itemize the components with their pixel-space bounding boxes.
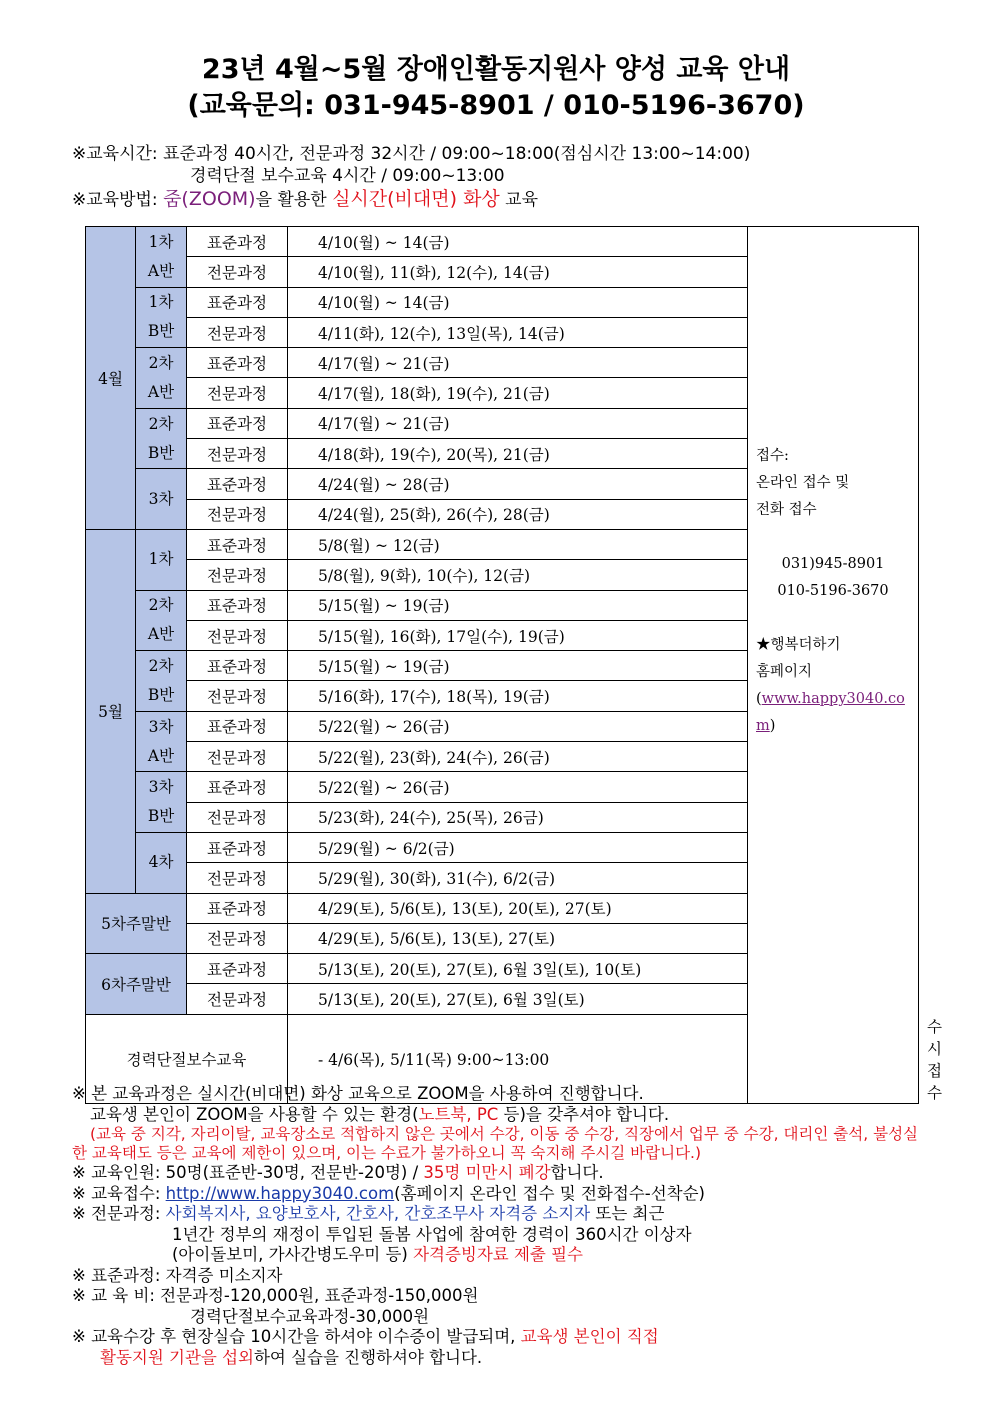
- course-dates: 4/17(월), 18(화), 19(수), 21(금): [288, 378, 748, 408]
- career-dates: - 4/6(목), 5/11(목) 9:00~13:00: [288, 1014, 748, 1103]
- course-dates: 4/10(월) ~ 14(금): [288, 227, 748, 257]
- course-dates: 5/29(월) ~ 6/2(금): [288, 832, 748, 862]
- round-cell: 3차: [136, 469, 187, 530]
- course-label: 전문과정: [187, 984, 288, 1014]
- course-dates: 5/8(월), 9(화), 10(수), 12(금): [288, 560, 748, 590]
- note-line: 경력단절보수교육과정-30,000원: [190, 1306, 430, 1326]
- contact-line3: 전화 접수: [756, 502, 817, 518]
- note-line: 1년간 정부의 재정이 투입된 돌봄 사업에 참여한 경력이 360시간 이상자: [172, 1224, 692, 1244]
- course-dates: 5/16(화), 17(수), 18(목), 19(금): [288, 681, 748, 711]
- homepage-label2: 홈페이지: [756, 664, 813, 680]
- education-method: [72, 187, 538, 212]
- round-cell: 1차 B반: [136, 287, 187, 348]
- note-line: ※ 전문과정: 사회복지사, 요양보호사, 간호사, 간호조무사 자격증 소지자 또는 최근: [72, 1204, 665, 1223]
- course-dates: 5/15(월), 16(화), 17일(수), 19(금): [288, 620, 748, 650]
- course-dates: 5/13(토), 20(토), 27(토), 6월 3일(토), 10(토): [288, 954, 748, 984]
- course-dates: 5/22(월) ~ 26(금): [288, 772, 748, 802]
- note-line: 활동지원 기관을 섭외하여 실습을 진행하셔야 합니다.: [100, 1347, 483, 1367]
- course-dates: 4/17(월) ~ 21(금): [288, 408, 748, 438]
- course-dates: 4/11(화), 12(수), 13일(목), 14(금): [288, 317, 748, 347]
- course-label: 표준과정: [187, 772, 288, 802]
- course-label: 전문과정: [187, 802, 288, 832]
- contact-line1: 접수:: [756, 448, 789, 464]
- note-line: ※ 교육접수: http://www.happy3040.com(홈페이지 온라인 접수 및 전화접수-선착순): [72, 1183, 705, 1203]
- month-april: 4월: [86, 227, 136, 530]
- course-dates: 4/10(월), 11(화), 12(수), 14(금): [288, 257, 748, 287]
- method-prefix: ※교육방법:: [72, 190, 164, 210]
- career-time: 경력단절 보수교육 4시간 / 09:00~13:00: [190, 166, 505, 186]
- notes-section: [72, 1084, 922, 1368]
- course-label: 표준과정: [187, 954, 288, 984]
- round-cell: 3차 B반: [136, 772, 187, 833]
- course-dates: 5/22(월), 23(화), 24(수), 26(금): [288, 742, 748, 772]
- course-dates: 4/18(화), 19(수), 20(목), 21(금): [288, 439, 748, 469]
- registration-link[interactable]: http://www.happy3040.com: [165, 1183, 395, 1203]
- time-text: 표준과정 40시간, 전문과정 32시간 / 09:00~18:00(점심시간 13:00~14:00): [163, 144, 751, 164]
- note-line: ※ 교육수강 후 현장실습 10시간을 하셔야 이수증이 발급되며, 교육생 본인이 직접: [72, 1327, 659, 1346]
- course-label: 전문과정: [187, 257, 288, 287]
- round-cell: 1차 A반: [136, 227, 187, 288]
- course-dates: 5/8(월) ~ 12(금): [288, 529, 748, 559]
- course-dates: 5/13(토), 20(토), 27(토), 6월 3일(토): [288, 984, 748, 1014]
- course-label: 전문과정: [187, 620, 288, 650]
- round-cell: 2차 A반: [136, 348, 187, 409]
- course-label: 표준과정: [187, 711, 288, 741]
- course-label: 표준과정: [187, 348, 288, 378]
- note-line: (아이돌보미, 가사간병도우미 등) 자격증빙자료 제출 필수: [172, 1245, 583, 1264]
- course-label: 전문과정: [187, 681, 288, 711]
- table-row: [86, 227, 919, 257]
- course-label: 전문과정: [187, 742, 288, 772]
- course-label: 전문과정: [187, 923, 288, 953]
- course-dates: 4/29(토), 5/6(토), 13(토), 27(토): [288, 923, 748, 953]
- course-label: 표준과정: [187, 893, 288, 923]
- round-cell: 2차 B반: [136, 408, 187, 469]
- contact-cell: [748, 227, 919, 1104]
- weekend-class-6: 6차주말반: [86, 954, 187, 1015]
- round-cell: 4차: [136, 832, 187, 893]
- course-dates: 5/23(화), 24(수), 25(목), 26금): [288, 802, 748, 832]
- page-title: 23년 4월~5월 장애인활동지원사 양성 교육 안내: [201, 54, 791, 85]
- education-time: [72, 143, 750, 165]
- course-dates: 4/29(토), 5/6(토), 13(토), 20(토), 27(토): [288, 893, 748, 923]
- note-warning: (교육 중 지각, 자리이탈, 교육장소로 적합하지 않은 곳에서 수강, 이동 중 수강, 직장에서 업무 중 수강, 대리인 출석, 불성실한 교육태도 등은 교육에 제한이 있으며, 이는 수료가 불가하오니 꼭 숙지해 주시길 바랍니다.): [72, 1125, 919, 1162]
- homepage-url: (www.happy3040.com): [756, 691, 905, 734]
- month-may: 5월: [86, 529, 136, 893]
- course-label: 표준과정: [187, 469, 288, 499]
- course-label: 표준과정: [187, 287, 288, 317]
- course-label: 전문과정: [187, 439, 288, 469]
- course-dates: 4/10(월) ~ 14(금): [288, 287, 748, 317]
- course-label: 표준과정: [187, 529, 288, 559]
- contact-line2: 온라인 접수 및: [756, 475, 850, 491]
- method-mid: 을 활용한: [255, 190, 333, 210]
- homepage-label1: ★행복더하기: [756, 637, 841, 653]
- method-end: 교육: [499, 190, 539, 210]
- round-cell: 2차 A반: [136, 590, 187, 651]
- method-zoom: 줌(ZOOM): [163, 188, 256, 210]
- round-cell: 2차 B반: [136, 651, 187, 712]
- schedule-table: [85, 226, 942, 1104]
- note-line: ※ 본 교육과정은 실시간(비대면) 화상 교육으로 ZOOM을 사용하여 진행합니다.: [72, 1084, 644, 1103]
- course-dates: 5/15(월) ~ 19(금): [288, 590, 748, 620]
- inquiry-contact: (교육문의: 031-945-8901 / 010-5196-3670): [187, 90, 805, 121]
- table-row: 경력단절보수교육 - 4/6(목), 5/11(목) 9:00~13:00 수시접수: [86, 1014, 919, 1103]
- contact-phone2: 010-5196-3670: [777, 583, 889, 599]
- course-label: 표준과정: [187, 227, 288, 257]
- course-dates: 4/24(월) ~ 28(금): [288, 469, 748, 499]
- course-label: 표준과정: [187, 590, 288, 620]
- homepage-link[interactable]: www.happy3040.com: [756, 691, 905, 734]
- course-label: 전문과정: [187, 378, 288, 408]
- course-dates: 4/17(월) ~ 21(금): [288, 348, 748, 378]
- course-dates: 5/15(월) ~ 19(금): [288, 651, 748, 681]
- note-line: ※ 교육인원: 50명(표준반-30명, 전문반-20명) / 35명 미만시 폐강합니다.: [72, 1163, 604, 1182]
- weekend-class-5: 5차주말반: [86, 893, 187, 954]
- course-label: 전문과정: [187, 863, 288, 893]
- round-cell: 1차: [136, 529, 187, 590]
- round-cell: 3차 A반: [136, 711, 187, 772]
- note-line: ※ 교 육 비: 전문과정-120,000원, 표준과정-150,000원: [72, 1286, 479, 1305]
- course-label: 표준과정: [187, 832, 288, 862]
- note-line: ※ 표준과정: 자격증 미소지자: [72, 1265, 283, 1285]
- course-label: 전문과정: [187, 499, 288, 529]
- contact-phone1: 031)945-8901: [781, 556, 885, 572]
- note-line: 교육생 본인이 ZOOM을 사용할 수 있는 환경(노트북, PC 등)을 갖추셔야 합니다.: [90, 1104, 670, 1124]
- career-label: 경력단절보수교육: [86, 1014, 288, 1103]
- course-dates: 4/24(월), 25(화), 26(수), 28(금): [288, 499, 748, 529]
- course-dates: 5/29(월), 30(화), 31(수), 6/2(금): [288, 863, 748, 893]
- course-dates: 5/22(월) ~ 26(금): [288, 711, 748, 741]
- course-label: 전문과정: [187, 317, 288, 347]
- time-prefix: ※교육시간:: [72, 144, 164, 164]
- course-label: 표준과정: [187, 408, 288, 438]
- course-label: 전문과정: [187, 560, 288, 590]
- method-realtime: 실시간(비대면) 화상: [332, 188, 500, 210]
- course-label: 표준과정: [187, 651, 288, 681]
